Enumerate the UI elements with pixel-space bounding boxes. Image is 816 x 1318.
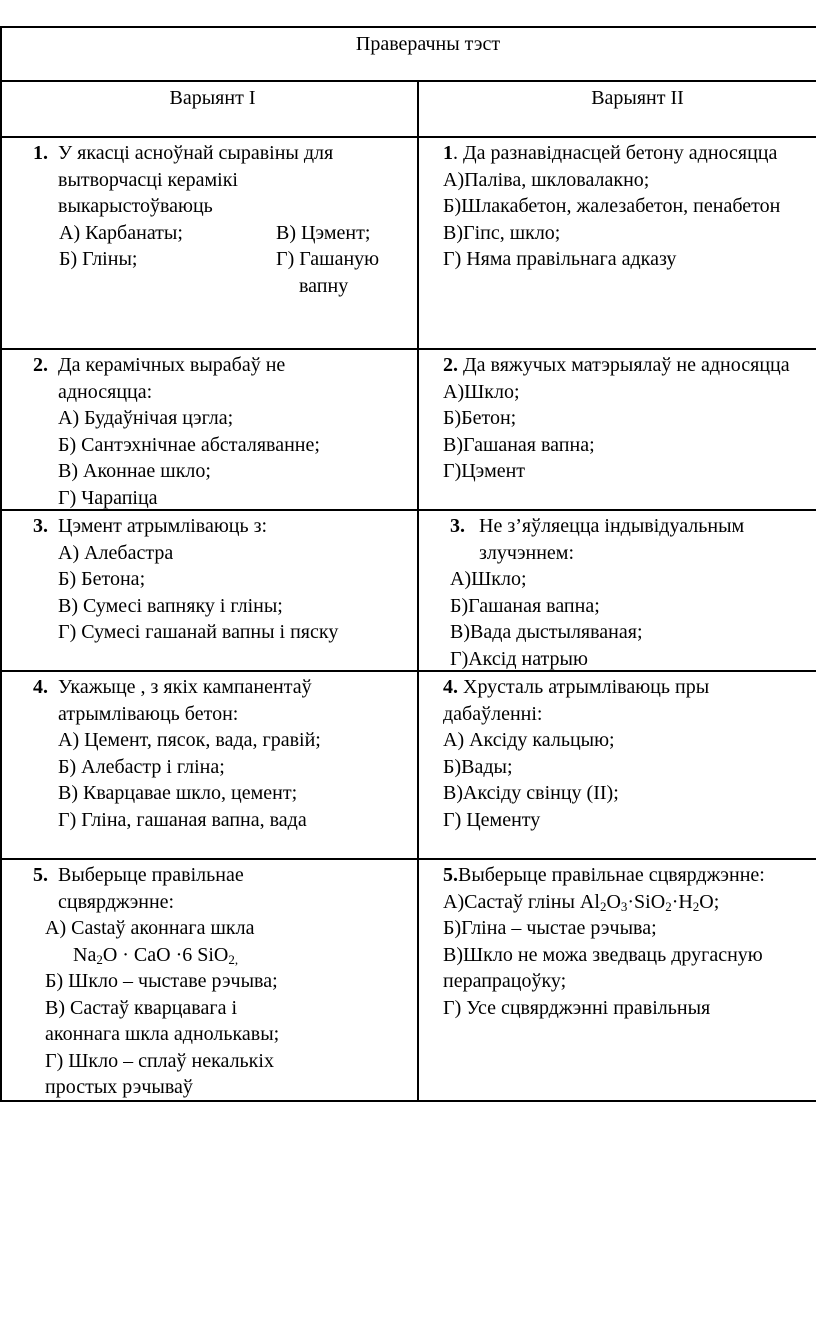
formula-part: Na <box>73 943 97 966</box>
answer-option: Г) Шкло – сплаў некалькіх <box>45 1049 274 1072</box>
question-line: вытворчасці керамікі <box>58 168 238 191</box>
answer-option: Г)Цэмент <box>443 460 526 482</box>
table-row-divider <box>0 136 816 138</box>
table-row-divider <box>0 858 816 860</box>
formula-part: А)Састаў гліны Al <box>443 890 600 913</box>
answer-option: перапрацоўку; <box>443 970 567 992</box>
glass-formula <box>33 942 279 969</box>
question-number: 5. <box>33 864 48 886</box>
formula-part: O <box>606 890 621 913</box>
question-number: 3. <box>450 515 465 537</box>
question-line: злучэннем: <box>479 541 575 564</box>
question-line: сцвярджэнне: <box>58 890 175 913</box>
answer-option: А)Шкло; <box>450 568 527 590</box>
question-3-variant-1 <box>33 513 338 646</box>
question-5-variant-2 <box>443 862 765 1021</box>
question-number: 2. <box>33 354 48 376</box>
question-line: адносяцца: <box>58 380 153 403</box>
table-border-top <box>0 26 816 28</box>
question-number: 1 <box>443 142 453 164</box>
question-number: 2. <box>443 354 458 376</box>
answer-option: Б) Алебастр і гліна; <box>58 755 225 778</box>
table-row-divider <box>0 348 816 350</box>
question-number: 4. <box>33 676 48 698</box>
answer-option: В) Сумесі вапняку і гліны; <box>58 594 283 617</box>
answer-option: простых рэчываў <box>45 1076 193 1098</box>
answer-option: В) Цэмент; <box>276 222 371 244</box>
question-line: Не з’яўляецца індывідуальным <box>479 515 745 537</box>
answer-option: А) Аксіду кальцыю; <box>443 729 615 751</box>
answer-option: А)Шкло; <box>443 380 520 403</box>
formula-subscript: 2 <box>599 898 607 914</box>
question-line: Выберыце правільнае <box>58 864 244 886</box>
question-line: Да керамічных вырабаў не <box>58 354 286 376</box>
answer-option: А)Паліва, шкловалакно; <box>443 168 650 191</box>
formula-subscript: 3 <box>620 898 628 914</box>
question-number: 4. <box>443 676 458 698</box>
answer-option: Г) Чарапіца <box>58 486 158 509</box>
answer-option: Г) Гліна, гашаная вапна, вада <box>58 808 307 831</box>
answer-option: В)Шкло не можа зведваць другасную <box>443 943 763 966</box>
question-4-variant-1 <box>33 674 321 833</box>
question-line: дабаўленні: <box>443 702 543 725</box>
question-number: 1. <box>33 142 48 164</box>
question-4-variant-2 <box>443 674 709 833</box>
answer-option: Б)Шлакабетон, жалезабетон, пенабетон <box>443 195 781 217</box>
answer-option: Б) Гліны; <box>59 248 138 270</box>
question-text: Хрусталь атрымліваюць пры <box>458 676 710 698</box>
answer-option: В)Гіпс, шкло; <box>443 221 561 244</box>
answer-option: В)Гашаная вапна; <box>443 433 595 456</box>
answer-option: Г) Гашаную <box>276 248 380 270</box>
formula-subscript: 2 <box>96 951 103 967</box>
question-line: У якасці асноўнай сыравіны для <box>58 142 334 164</box>
question-3-variant-2 <box>450 513 744 672</box>
answer-option: Б) Шкло – чыставе рэчыва; <box>45 970 278 992</box>
table-column-divider <box>417 80 419 1102</box>
question-text: Да вяжучых матэрыялаў не адносяцца <box>458 354 790 376</box>
answer-option: Б)Вады; <box>443 755 513 778</box>
answer-option: А) Алебастра <box>58 541 174 564</box>
answer-option: А) Будаўнічая цэгла; <box>58 407 234 429</box>
answer-option: В) Аконнае шкло; <box>58 460 211 482</box>
formula-part: O · CaO ·6 SiO <box>102 943 229 966</box>
answer-option: Б)Бетон; <box>443 407 517 429</box>
answer-option: А) Цемент, пясок, вада, гравій; <box>58 729 321 751</box>
answer-option: Г) Цементу <box>443 808 541 831</box>
question-1-variant-1 <box>33 140 333 220</box>
table-row-divider <box>0 80 816 82</box>
question-2-variant-1 <box>33 352 320 511</box>
formula-subscript: 2, <box>228 951 239 967</box>
answer-option: Г) Няма правільнага адказу <box>443 248 677 270</box>
answer-option: Б)Гліна – чыстае рэчыва; <box>443 917 657 939</box>
question-text: Выберыце правільнае сцвярджэнне: <box>458 864 765 886</box>
question-number: 5. <box>443 864 458 886</box>
variant-2-heading: Варыянт II <box>591 87 684 109</box>
question-5-variant-1 <box>33 862 279 1101</box>
formula-part: O; <box>699 890 720 913</box>
question-text: . Да разнавіднасцей бетону адносяцца <box>453 142 778 164</box>
answer-option: Б) Сантэхнічнае абсталяванне; <box>58 433 320 456</box>
answer-option: В)Вада дыстыляваная; <box>450 621 643 643</box>
answer-option: Б)Гашаная вапна; <box>450 594 600 617</box>
test-title: Праверачны тэст <box>355 33 501 55</box>
answer-option: вапну <box>299 275 349 297</box>
answer-option: В) Састаў кварцавага і <box>45 996 238 1019</box>
question-line: атрымліваюць бетон: <box>58 702 239 725</box>
variant-1-heading: Варыянт I <box>169 87 256 109</box>
answer-option: Г)Аксід натрыю <box>450 647 588 670</box>
answer-option: аконнага шкла аднолькавы; <box>45 1023 280 1045</box>
question-1-variant-2 <box>443 140 780 273</box>
answer-option: Г) Сумесі гашанай вапны і пяску <box>58 621 339 643</box>
answer-option: В) Кварцавае шкло, цемент; <box>58 782 298 804</box>
formula-subscript: 2 <box>692 898 700 914</box>
question-line: Укажыце , з якіх кампанентаў <box>58 676 312 698</box>
answer-option: Г) Усе сцвярджэнні правільныя <box>443 996 711 1019</box>
answer-option <box>443 889 765 916</box>
answer-option: А) Сastaў аконнага шкла <box>45 917 255 939</box>
answer-option: Б) Бетона; <box>58 568 146 590</box>
question-line: выкарыстоўваюць <box>58 195 213 217</box>
formula-part: ·SiO <box>627 890 666 913</box>
formula-subscript: 2 <box>665 898 672 914</box>
table-border-left <box>0 26 2 1102</box>
question-line: Цэмент атрымліваюць з: <box>58 515 268 537</box>
answer-option: В)Аксіду свінцу (II); <box>443 782 619 804</box>
formula-part: ·H <box>671 890 693 913</box>
question-2-variant-2 <box>443 352 790 485</box>
question-number: 3. <box>33 515 48 537</box>
answer-option: А) Карбанаты; <box>59 222 183 244</box>
